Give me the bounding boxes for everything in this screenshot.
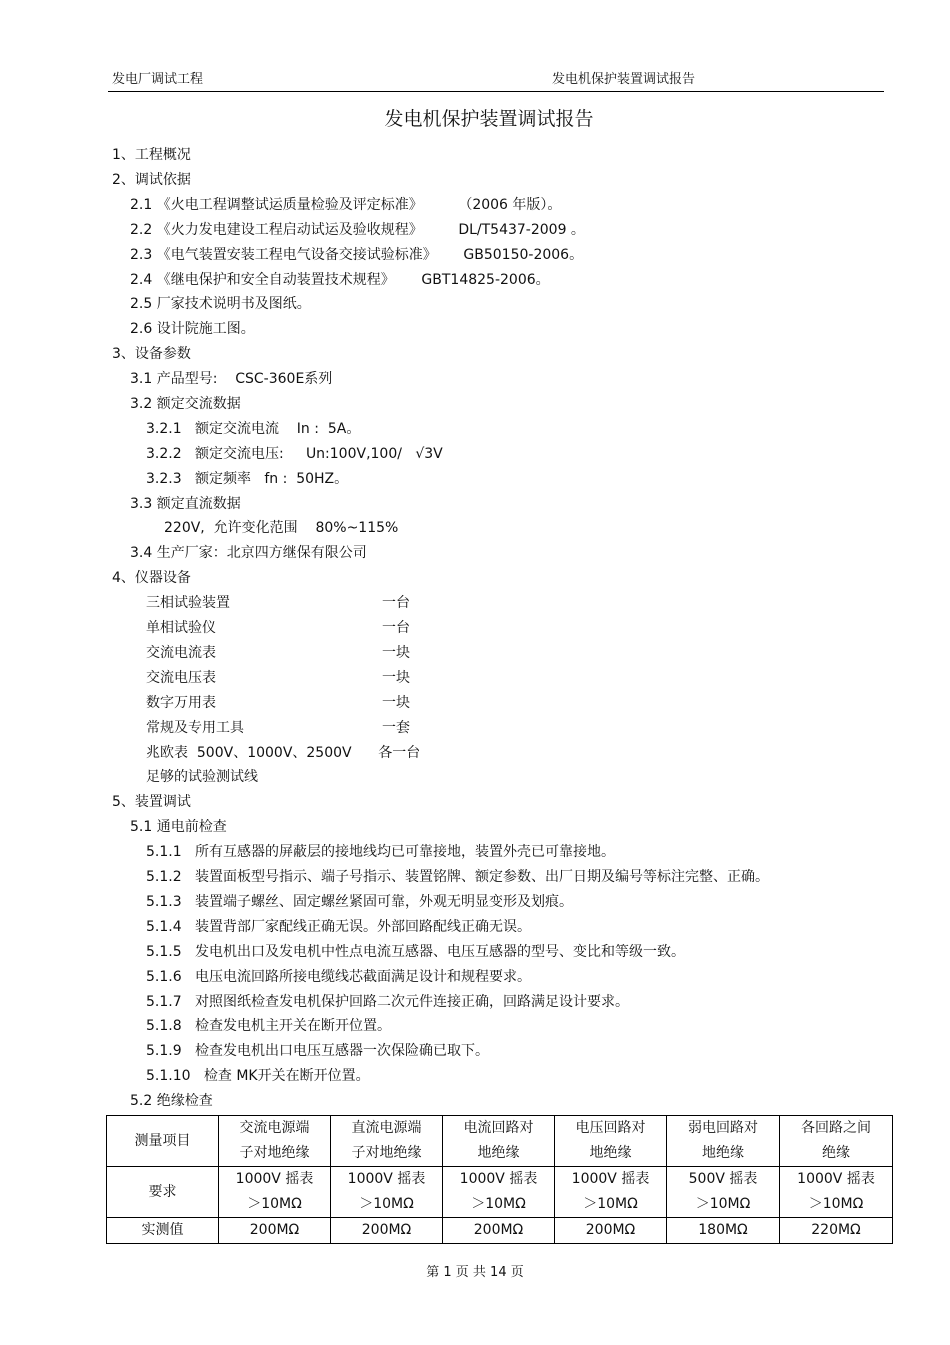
text-line: 5.1.3 装置端子螺丝、固定螺丝紧固可靠，外观无明显变形及划痕。: [146, 894, 573, 910]
header-line: 地绝缘: [477, 1145, 520, 1161]
requirement-cell: [667, 1167, 780, 1218]
text-line: 2.6 设计院施工图。: [130, 321, 255, 337]
header-line: 电流回路对: [463, 1120, 534, 1136]
requirement-line: 1000V 摇表: [235, 1171, 314, 1187]
requirement-line: ＞10MΩ: [583, 1196, 638, 1212]
text-line: 5.1.5 发电机出口及发电机中性点电流互感器、电压互感器的型号、变比和等级一致。: [146, 944, 685, 960]
requirement-line: ＞10MΩ: [359, 1196, 414, 1212]
text-line: 2.2 《火力发电建设工程启动试运及验收规程》 DL/T5437-2009 。: [130, 222, 585, 238]
measured-value-cell: 200MΩ: [219, 1218, 331, 1244]
header-line: 交流电源端: [239, 1120, 310, 1136]
page-title: 发电机保护装置调试报告: [384, 108, 594, 130]
measured-value-cell: 220MΩ: [780, 1218, 893, 1244]
text-line: 3.2.1 额定交流电流 In : 5A。: [146, 421, 361, 437]
text-line: 5.1.9 检查发电机出口电压互感器一次保险确已取下。: [146, 1043, 489, 1059]
text-line: 5.1.4 装置背部厂家配线正确无误。外部回路配线正确无误。: [146, 919, 531, 935]
page-footer: 第 1 页 共 14 页: [426, 1265, 524, 1280]
text-line: 5.1.7 对照图纸检查发电机保护回路二次元件连接正确，回路满足设计要求。: [146, 994, 629, 1010]
row-label-cell: [107, 1218, 219, 1244]
text-line: 5.2 绝缘检查: [130, 1093, 213, 1109]
measured-value-cell: 180MΩ: [667, 1218, 780, 1244]
text-line: 5.1.8 检查发电机主开关在断开位置。: [146, 1018, 391, 1034]
instrument-name: 单相试验仪: [146, 620, 216, 636]
instrument-name: 交流电压表: [146, 670, 216, 686]
header-right: 发电机保护装置调试报告: [552, 72, 696, 87]
header-cell: [780, 1116, 893, 1167]
header-line: 电压回路对: [575, 1120, 646, 1136]
text-line: 3、设备参数: [112, 346, 191, 362]
requirement-line: 1000V 摇表: [571, 1171, 650, 1187]
requirement-cell: [780, 1167, 893, 1218]
instrument-quantity: 一块: [382, 695, 410, 711]
instrument-name: 交流电流表: [146, 645, 216, 661]
requirement-line: 1000V 摇表: [797, 1171, 875, 1187]
text-line: 3.2 额定交流数据: [130, 396, 241, 412]
requirement-line: 1000V 摇表: [459, 1171, 538, 1187]
insulation-table: [106, 1115, 893, 1244]
header-cell: [331, 1116, 443, 1167]
requirement-cell: [219, 1167, 331, 1218]
text-line: 5.1.10 检查 MK开关在断开位置。: [146, 1068, 370, 1084]
header-line: 地绝缘: [589, 1145, 632, 1161]
measured-value-cell: 200MΩ: [555, 1218, 667, 1244]
header-left: 发电厂调试工程: [112, 72, 204, 87]
requirement-cell: [555, 1167, 667, 1218]
text-line: 220V, 允许变化范围 80%~115%: [164, 520, 399, 536]
text-line: 3.1 产品型号: CSC-360E系列: [130, 371, 333, 387]
header-cell: [555, 1116, 667, 1167]
row-label-cell: [107, 1116, 219, 1167]
instrument-quantity: 一台: [382, 595, 410, 611]
text-line: 兆欧表 500V、1000V、2500V 各一台: [146, 745, 421, 761]
row-label-cell: [107, 1167, 219, 1218]
text-line: 5.1.2 装置面板型号指示、端子号指示、装置铭牌、额定参数、出厂日期及编号等标注完整、正确。: [146, 869, 769, 885]
text-line: 2.3 《电气装置安装工程电气设备交接试验标准》 GB50150-2006。: [130, 247, 584, 263]
table-row: [107, 1167, 893, 1218]
instrument-quantity: 一块: [382, 670, 410, 686]
measured-value-cell: 200MΩ: [331, 1218, 443, 1244]
text-line: 5.1 通电前检查: [130, 819, 227, 835]
text-line: 5.1.6 电压电流回路所接电缆线芯截面满足设计和规程要求。: [146, 969, 531, 985]
text-line: 3.2.3 额定频率 fn : 50HZ。: [146, 471, 349, 487]
row-label: 测量项目: [134, 1132, 191, 1149]
text-line: 2、调试依据: [112, 172, 191, 188]
header-divider: [108, 91, 884, 92]
text-line: 3.2.2 额定交流电压: Un:100V,100/ √3V: [146, 446, 443, 462]
text-line: 足够的试验测试线: [146, 769, 258, 785]
text-line: 5.1.1 所有互感器的屏蔽层的接地线均已可靠接地，装置外壳已可靠接地。: [146, 844, 615, 860]
requirement-line: ＞10MΩ: [247, 1196, 302, 1212]
header-line: 直流电源端: [351, 1120, 422, 1136]
instrument-quantity: 一台: [382, 620, 410, 636]
requirement-line: 500V 摇表: [688, 1171, 758, 1187]
row-label: 实测值: [141, 1222, 184, 1238]
text-line: 3.4 生产厂家：北京四方继保有限公司: [130, 545, 367, 561]
header-line: 地绝缘: [702, 1145, 744, 1161]
header-cell: [667, 1116, 780, 1167]
text-line: 5、装置调试: [112, 794, 191, 810]
requirement-line: 1000V 摇表: [347, 1171, 426, 1187]
header-line: 子对地绝缘: [239, 1145, 310, 1161]
requirement-line: ＞10MΩ: [695, 1196, 751, 1212]
header-cell: [443, 1116, 555, 1167]
measured-value-cell: 200MΩ: [443, 1218, 555, 1244]
header-line: 各回路之间: [801, 1120, 871, 1136]
header-line: 弱电回路对: [688, 1120, 758, 1136]
requirement-cell: [331, 1167, 443, 1218]
instrument-name: 常规及专用工具: [146, 720, 244, 736]
requirement-line: ＞10MΩ: [471, 1196, 526, 1212]
instrument-quantity: 一块: [382, 645, 410, 661]
header-line: 绝缘: [822, 1145, 850, 1161]
instrument-name: 三相试验装置: [146, 595, 230, 611]
text-line: 3.3 额定直流数据: [130, 496, 241, 512]
table-row: [107, 1116, 893, 1167]
text-line: 1、工程概况: [112, 147, 191, 163]
text-line: 4、仪器设备: [112, 570, 191, 586]
requirement-line: ＞10MΩ: [808, 1196, 864, 1212]
text-line: 2.4 《继电保护和安全自动装置技术规程》 GBT14825-2006。: [130, 272, 550, 288]
instrument-quantity: 一套: [382, 720, 410, 736]
instrument-name: 数字万用表: [146, 695, 216, 711]
requirement-cell: [443, 1167, 555, 1218]
row-label: 要求: [148, 1183, 177, 1200]
table-row: [107, 1218, 893, 1244]
text-line: 2.5 厂家技术说明书及图纸。: [130, 296, 311, 312]
header-line: 子对地绝缘: [351, 1145, 422, 1161]
text-line: 2.1 《火电工程调整试运质量检验及评定标准》 （2006 年版）。: [130, 197, 562, 213]
header-cell: [219, 1116, 331, 1167]
